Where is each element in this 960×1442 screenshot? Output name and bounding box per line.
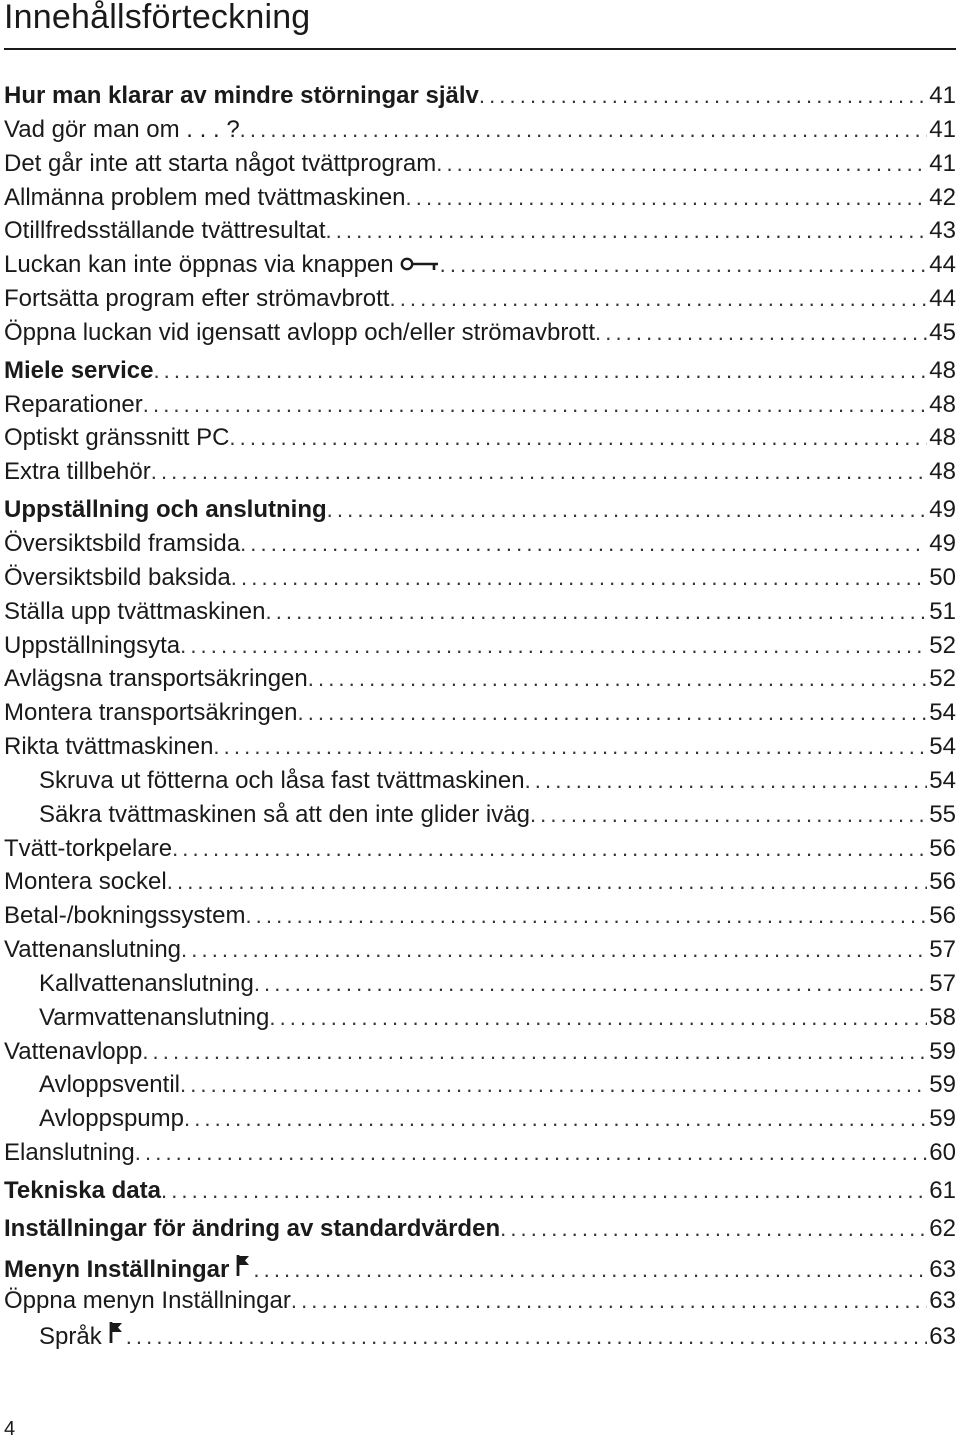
toc-entry-page: 48 (929, 390, 956, 418)
dot-leader (297, 700, 927, 726)
toc-entry-page: 57 (929, 969, 956, 997)
dot-leader (500, 1216, 927, 1242)
dot-leader (240, 531, 927, 557)
toc-entry-page: 41 (929, 115, 956, 143)
toc-entry-label: Rikta tvättmaskinen (4, 733, 214, 761)
toc-entry (4, 1071, 956, 1105)
toc-entry-label: Uppställning och anslutning (4, 496, 327, 524)
toc-entry-page: 45 (929, 318, 956, 346)
page-title: Innehållsförteckning (4, 0, 311, 36)
toc-entry-page: 41 (929, 149, 956, 177)
toc-entry-page: 56 (929, 834, 956, 862)
toc-entry-page: 41 (929, 82, 956, 109)
toc-entry-label: Montera sockel (4, 868, 167, 896)
dot-leader (595, 320, 927, 346)
title-divider (4, 48, 956, 50)
dot-leader (525, 768, 928, 794)
dot-leader (172, 836, 927, 862)
toc-entry (4, 82, 956, 116)
dot-leader (143, 392, 928, 418)
toc-entry-page: 48 (929, 356, 956, 384)
toc-entry-page: 57 (929, 936, 956, 964)
dot-leader (325, 218, 927, 244)
toc-entry (4, 1139, 956, 1173)
page-number: 4 (4, 1418, 16, 1440)
toc-entry-label: Öppna luckan vid igensatt avlopp och/eller strömavbrott (4, 318, 595, 346)
toc-entry-page: 44 (929, 251, 956, 279)
toc-entry (4, 530, 956, 564)
toc-entry-label: Avloppsventil (39, 1071, 180, 1099)
toc-entry (4, 391, 956, 425)
toc-entry-page: 63 (929, 1255, 956, 1283)
toc-entry-label: Språk (39, 1323, 102, 1351)
toc-entry-page: 50 (929, 563, 956, 591)
toc-entry-page: 59 (929, 1071, 956, 1099)
dot-leader (142, 1039, 927, 1065)
toc-entry (4, 665, 956, 699)
dot-leader (479, 83, 927, 109)
toc-entry-label: Det går inte att starta något tvättprogram (4, 149, 437, 177)
toc-entry (4, 598, 956, 632)
toc-entry-page: 43 (929, 217, 956, 245)
toc-entry-label: Vattenanslutning (4, 936, 182, 964)
dot-leader (231, 565, 928, 591)
toc-entry-page: 56 (929, 902, 956, 930)
toc-entry-label: Öppna menyn Inställningar (4, 1286, 291, 1314)
key-icon (400, 251, 440, 279)
toc-entry-label: Otillfredsställande tvättresultat (4, 217, 326, 245)
toc-entry-label: Översiktsbild framsida (4, 529, 241, 557)
toc-entry (4, 184, 956, 218)
toc-entry-label: Tekniska data (4, 1177, 161, 1204)
toc-entry (4, 458, 956, 492)
toc-entry-page: 52 (929, 631, 956, 659)
toc-entry-label: Luckan kan inte öppnas via knappen (4, 251, 394, 279)
toc-entry (4, 733, 956, 767)
toc-entry-label: Avloppspump (39, 1105, 184, 1133)
dot-leader (389, 286, 927, 312)
dot-leader (254, 971, 927, 997)
toc-entry (4, 564, 956, 598)
toc-entry-label: Reparationer (4, 390, 143, 418)
dot-leader (308, 666, 928, 692)
dot-leader (530, 802, 927, 828)
dot-leader (180, 1072, 927, 1098)
toc-entry-page: 59 (929, 1105, 956, 1133)
toc-entry-page: 49 (929, 529, 956, 557)
toc-entry (4, 767, 956, 801)
dot-leader (126, 1324, 928, 1350)
toc-entry-page: 56 (929, 868, 956, 896)
toc-entry (4, 319, 956, 353)
toc-entry-label: Säkra tvättmaskinen så att den inte glider iväg (39, 800, 530, 828)
toc-entry-page: 52 (929, 665, 956, 693)
toc-entry-page: 48 (929, 458, 956, 486)
toc-entry (4, 1105, 956, 1139)
toc-entry (4, 1287, 956, 1321)
dot-leader (151, 459, 928, 485)
toc-entry (4, 251, 956, 285)
toc-entry-label: Skruva ut fötterna och låsa fast tvättmaskinen (39, 766, 525, 794)
dot-leader (436, 151, 927, 177)
toc-entry-page: 63 (929, 1323, 956, 1351)
toc-entry (4, 116, 956, 150)
toc-entry-page: 54 (929, 766, 956, 794)
dot-leader (181, 937, 927, 963)
toc-entry (4, 1320, 956, 1354)
dot-leader (167, 869, 928, 895)
dot-leader (213, 734, 927, 760)
dot-leader (240, 117, 928, 143)
toc-entry (4, 1253, 956, 1287)
toc-entry-page: 54 (929, 699, 956, 727)
toc-entry-label: Menyn Inställningar (4, 1255, 230, 1283)
dot-leader (229, 425, 927, 451)
dot-leader (291, 1288, 927, 1314)
toc-entry-page: 60 (929, 1139, 956, 1167)
toc-entry-label: Extra tillbehör (4, 458, 151, 486)
toc-entry-page: 58 (929, 1003, 956, 1031)
toc-entry-page: 42 (929, 183, 956, 211)
dot-leader (253, 1257, 927, 1283)
toc-entry-label: Vad gör man om . . . ? (4, 115, 240, 143)
toc-entry (4, 936, 956, 970)
table-of-contents (4, 82, 956, 1354)
toc-entry (4, 801, 956, 835)
flag-icon (235, 1253, 253, 1284)
toc-entry-label: Vattenavlopp (4, 1037, 143, 1065)
toc-entry-page: 59 (929, 1037, 956, 1065)
toc-entry-label: Översiktsbild baksida (4, 563, 231, 591)
toc-entry-page: 51 (929, 597, 956, 625)
toc-entry (4, 632, 956, 666)
toc-entry (4, 970, 956, 1004)
dot-leader (184, 1106, 927, 1132)
dot-leader (269, 1005, 927, 1031)
toc-entry (4, 1038, 956, 1072)
toc-entry-label: Fortsätta program efter strömavbrott (4, 285, 390, 313)
toc-entry-page: 48 (929, 424, 956, 452)
toc-entry-label: Miele service (4, 356, 154, 384)
toc-entry-label: Inställningar för ändring av standardvärden (4, 1214, 501, 1242)
dot-leader (327, 497, 928, 523)
toc-entry-label: Ställa upp tvättmaskinen (4, 597, 266, 625)
toc-entry-page: 44 (929, 285, 956, 313)
toc-entry (4, 868, 956, 902)
toc-entry (4, 1215, 956, 1249)
toc-entry-label: Tvätt-torkpelare (4, 834, 173, 862)
toc-entry-label: Optiskt gränssnitt PC (4, 424, 230, 452)
toc-entry (4, 699, 956, 733)
toc-entry-page: 63 (929, 1286, 956, 1314)
flag-icon (108, 1320, 126, 1351)
toc-entry (4, 285, 956, 319)
toc-entry-label: Hur man klarar av mindre störningar själv (4, 82, 479, 109)
toc-entry-label: Uppställningsyta (4, 631, 181, 659)
toc-entry (4, 424, 956, 458)
toc-entry-label: Betal-/bokningssystem (4, 902, 246, 930)
toc-entry (4, 1004, 956, 1038)
toc-entry (4, 217, 956, 251)
toc-entry-label: Kallvattenanslutning (39, 969, 254, 997)
toc-entry-label: Allmänna problem med tvättmaskinen (4, 183, 406, 211)
toc-entry-page: 61 (929, 1177, 956, 1204)
toc-entry-page: 62 (929, 1214, 956, 1242)
toc-entry (4, 496, 956, 530)
toc-entry (4, 835, 956, 869)
toc-entry-label: Varmvattenanslutning (39, 1003, 270, 1031)
toc-entry-label: Elanslutning (4, 1139, 135, 1167)
toc-entry-page: 49 (929, 496, 956, 524)
dot-leader (440, 252, 928, 278)
toc-entry-page: 55 (929, 800, 956, 828)
dot-leader (406, 185, 928, 211)
dot-leader (161, 1178, 927, 1204)
toc-entry (4, 150, 956, 184)
toc-entry-label: Avlägsna transportsäkringen (4, 665, 308, 693)
dot-leader (135, 1140, 928, 1166)
toc-entry-page: 54 (929, 733, 956, 761)
dot-leader (245, 903, 927, 929)
toc-entry-label: Montera transportsäkringen (4, 699, 298, 727)
toc-entry (4, 902, 956, 936)
dot-leader (265, 599, 927, 625)
dot-leader (180, 633, 927, 659)
dot-leader (153, 358, 927, 384)
toc-entry (4, 357, 956, 391)
toc-entry (4, 1177, 956, 1211)
